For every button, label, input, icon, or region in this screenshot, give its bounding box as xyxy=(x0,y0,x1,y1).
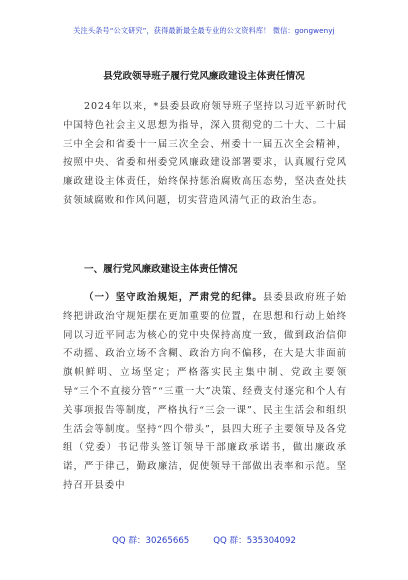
footer-qq-group-1: QQ 群：30265665 xyxy=(112,536,190,546)
paragraph-body: 县委县政府班子始终把讲政治守规矩摆在更加重要的位置，在思想和行动上始终同以习近平同志为核心的党中央保持高度一致，做到政治信仰不动摇、政治立场不含糊、政治方向不偏移，在大是大非面前旗帜鲜明、立场坚定；严格落实民主集中制、党政主要领导“三个不直接分管”“三重一大”决策、经费支付逐完和个人有关事项报告等制度，严格执行“三会一课”、民主生活会和组织生活会等制度。坚持“四个带头”，县四大班子主要领导及各党组（党委）书记带头签订领导干部廉政承诺书，做出廉政承诺，严于律己，勤政廉洁，促使领导干部做出表率和示范。坚持召开县委中 xyxy=(63,292,347,491)
intro-paragraph: 2024年以来，*县委县政府领导班子坚持以习近平新时代中国特色社会主义思想为指导，深入贯彻党的二十大、二十届三中全会和省委十一届三次全会、州委十一届五次全会精神，按照中央、省委和州委党风廉政建设部署要求，认真履行党风廉政建设主体责任，始终保持惩治腐败高压态势，坚决查处扶贫领域腐败和作风问题，切实营造风清气正的政治生态。 xyxy=(63,101,347,206)
footer-qq-group-2: QQ 群：535304092 xyxy=(213,536,296,546)
body-paragraph xyxy=(63,289,347,496)
document-title: 县党政领导班子履行党风廉政建设主体责任情况 xyxy=(103,71,305,82)
header-banner: 关注头条号“公文研究”，获得最新最全最专业的公文资料库！ 微信：gongwenyj xyxy=(73,26,335,35)
section-heading: 一、履行党风廉政建设主体责任情况 xyxy=(84,264,238,275)
paragraph-lead: （一）坚守政治规矩，严肃党的纪律。 xyxy=(84,292,263,303)
footer xyxy=(0,534,408,546)
